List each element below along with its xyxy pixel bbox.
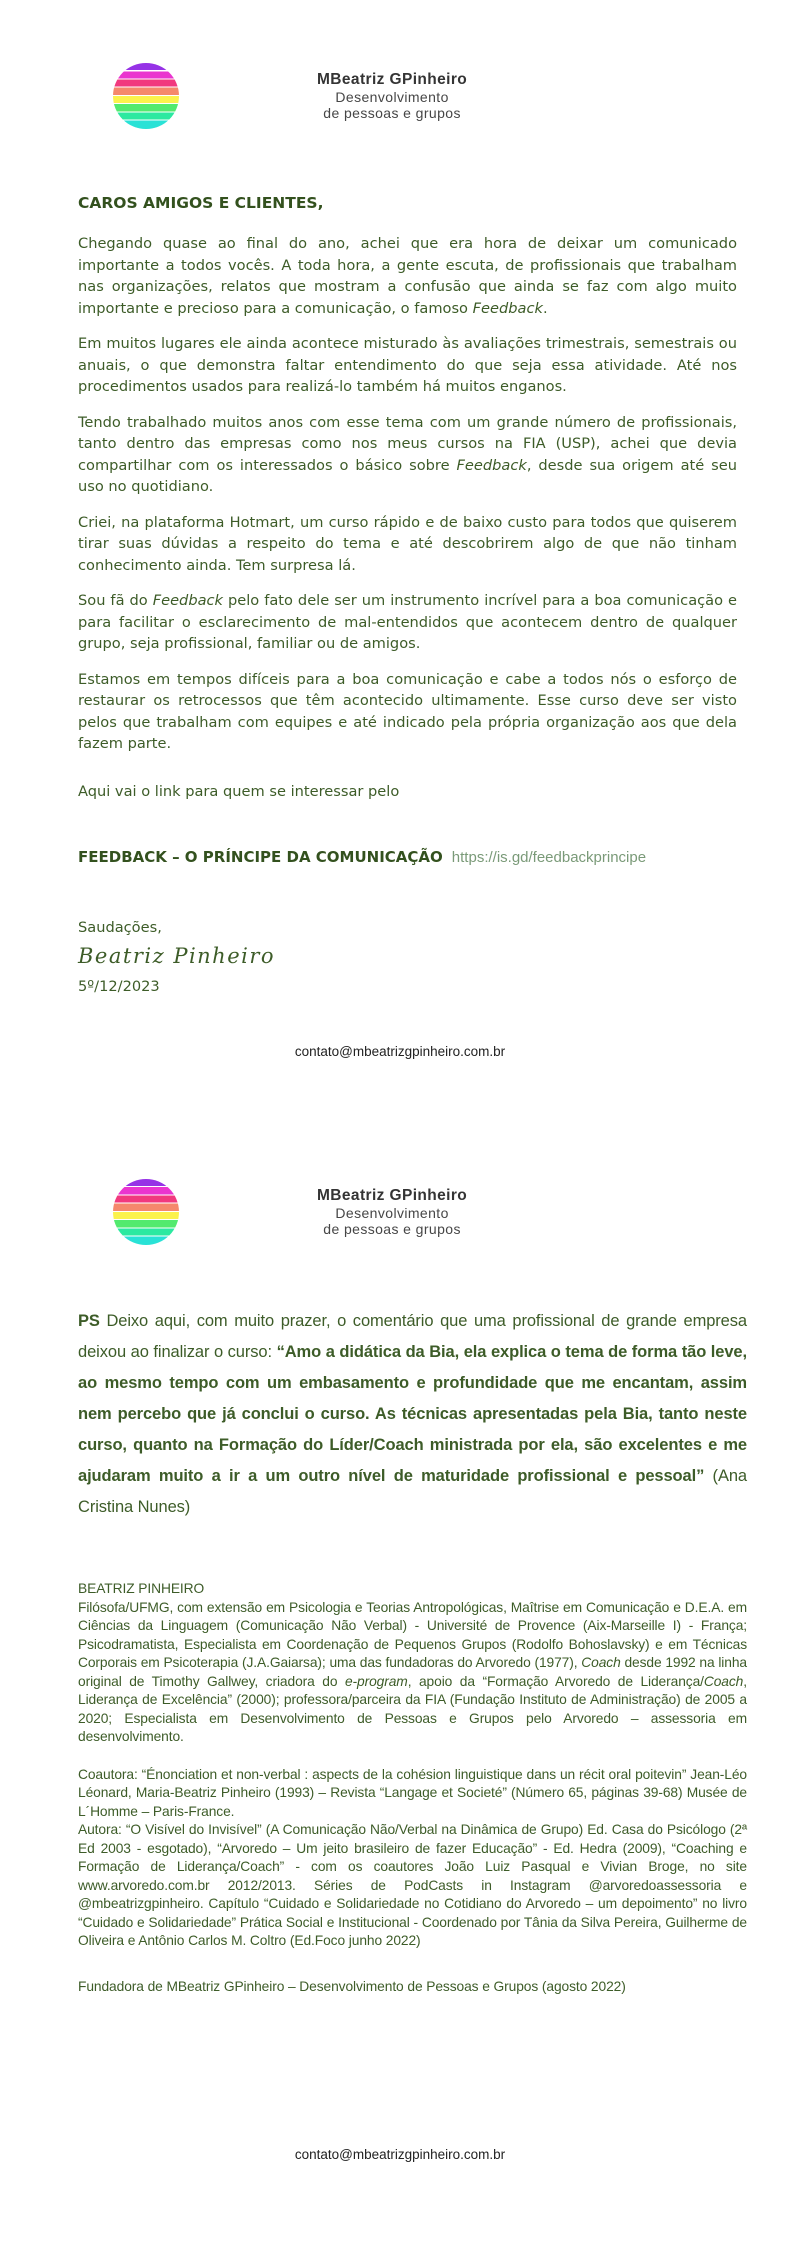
ps-bio-section	[0, 1306, 800, 1996]
letter-paragraph-2: Em muitos lugares ele ainda acontece misturado às avaliações trimestrais, semestrais ou anuais, o que demonstra faltar entendimento do que seja essa atividade. Até nos procedimentos usados para realizá-lo também há muitos enganos.	[78, 335, 737, 395]
brand-name: MBeatriz GPinheiro	[317, 1186, 468, 1204]
rainbow-circle-logo	[113, 1179, 179, 1245]
brand-text-block	[317, 1187, 467, 1238]
contact-email: contato@mbeatrizgpinheiro.com.br	[294, 1044, 506, 1059]
footer-contact-email: contato@mbeatrizgpinheiro.com.br	[294, 2147, 506, 2162]
letter-paragraph-4: Criei, na plataforma Hotmart, um curso rápido e de baixo custo para todos que quiserem tirar suas dúvidas a respeito do tema e até descobrirem algo de que não tinham conhecimento ainda. Tem surpresa lá.	[78, 513, 737, 574]
salutation-heading: CAROS AMIGOS E CLIENTES,	[78, 194, 324, 212]
brand-tagline-line1: Desenvolvimento	[335, 1204, 449, 1221]
bio-paragraph-1: Filósofa/UFMG, com extensão em Psicologia e Teorias Antropológicas, Maîtrise em Comunicação e D.E.A. em Ciências da Linguagem (Comunicação Não Verbal) - Université de Provence (Aix-Marseille I) - França; Psicodramatista, Especialista em Coordenação de Pequenos Grupos (Rodolfo Bohoslavsky) e em Técnicas Corporais em Psicoterapia (J.A.Gaiarsa); uma das fundadoras do Arvoredo (1977), Coach desde 1992 na linha original de Timothy Gallwey, criadora do e-program, apoio da “Formação Arvoredo de Liderança/Coach, Liderança de Excelência” (2000); professora/parceira da FIA (Fundação Instituto de Administração) de 2005 a 2020; Especialista em Desenvolvimento de Pessoas e Grupos pelo Arvoredo – assessoria em desenvolvimento.	[78, 1599, 747, 1744]
brand-text-block	[317, 71, 467, 122]
letter-paragraph-3: Tendo trabalhado muitos anos com esse tema com um grande número de profissionais, tanto dentro das empresas como nos meus cursos na FIA (USP), achei que devia compartilhar com os interessados o básico sobre Feedback, desde sua origem até seu uso no quotidiano.	[78, 413, 737, 495]
letter-paragraph-1: Chegando quase ao final do ano, achei que era hora de deixar um comunicado importante a todos vocês. A toda hora, a gente escuta, de profissionais que trabalham nas organizações, relatos que mostram a confusão que ainda se faz com algo muito importante e precioso para a comunicação, o famoso Feedback.	[78, 235, 737, 317]
bio-name: BEATRIZ PINHEIRO	[78, 1581, 205, 1596]
brand-header	[0, 63, 800, 129]
brand-name: MBeatriz GPinheiro	[317, 70, 468, 88]
brand-tagline-line2: de pessoas e grupos	[323, 1221, 461, 1237]
brand-tagline-line1: Desenvolvimento	[335, 88, 449, 105]
course-title: FEEDBACK – O PRÍNCIPE DA COMUNICAÇÃO	[78, 848, 443, 866]
course-link-line	[78, 846, 737, 869]
bio-founder-line: Fundadora de MBeatriz GPinheiro – Desenvolvimento de Pessoas e Grupos (agosto 2022)	[78, 1978, 626, 1994]
ps-testimonial-paragraph: PS Deixo aqui, com muito prazer, o comentário que uma profissional de grande empresa deixou ao finalizar o curso: “Amo a didática da Bia, ela explica o tema de forma tão leve, ao mesmo tempo com um embasamento e profundidade que me encantam, assim nem percebo que já conclui o curso. As técnicas apresentadas pela Bia, tanto neste curso, quanto na Formação do Líder/Coach ministrada por ela, são excelentes e me ajudaram muito a ir a um outro nível de maturidade profissional e pessoal” (Ana Cristina Nunes)	[78, 1312, 747, 1516]
bio-paragraph-2: Coautora: “Énonciation et non-verbal : aspects de la cohésion linguistique dans un récit oral poitevin” Jean-Léo Léonard, Maria-Beatriz Pinheiro (1993) – Revista “Langage et Societé” (Número 65, páginas 39-68) Musée de L´Homme – Paris-France. Autora: “O Visível do Invisível” (A Comunicação Não/Verbal na Dinâmica de Grupo) Ed. Casa do Psicólogo (2ª Ed 2003 - esgotado), “Arvoredo – Um jeito brasileiro de fazer Educação” - Ed. Hedra (2009), “Coaching e Formação de Liderança/Coach” - com os coautores João Luiz Pasqual e Vivian Broge, no site www.arvoredo.com.br 2012/2013. Séries de PodCasts in Instagram @arvoredoassessoria e @mbeatrizgpinheiro. Capítulo “Cuidado e Solidariedade no Cotidiano do Arvoredo – um depoimento” no livro “Cuidado e Solidariedade” Prática Social e Institucional - Coordenado por Tânia da Silva Pereira, Guilherme de Oliveira e Antônio Carlos M. Coltro (Ed.Foco junho 2022)	[78, 1766, 747, 1948]
letter-paragraph-6: Estamos em tempos difíceis para a boa comunicação e cabe a todos nós o esforço de restaurar os retrocessos que têm acontecido ultimamente. Esse curso deve ser visto pelos que trabalham com equipes e até indicado pela própria organização aos que dela fazem parte.	[78, 670, 737, 752]
brand-tagline-line2: de pessoas e grupos	[323, 105, 461, 121]
brand-header-second	[0, 1179, 800, 1245]
letter-date: 5º/12/2023	[78, 978, 160, 995]
link-intro-line: Aqui vai o link para quem se interessar pelo	[78, 782, 400, 800]
closing-salutation: Saudações,	[78, 919, 162, 936]
letter-section	[0, 193, 800, 997]
course-link[interactable]: https://is.gd/feedbackprincipe	[451, 849, 647, 866]
rainbow-circle-logo	[113, 63, 179, 129]
signature-name: Beatriz Pinheiro	[78, 944, 276, 968]
letter-paragraph-5: Sou fã do Feedback pelo fato dele ser um instrumento incrível para a boa comunicação e para facilitar o esclarecimento de mal-entendidos que acontecem dentro de qualquer grupo, seja profissional, familiar ou de amigos.	[78, 592, 737, 652]
